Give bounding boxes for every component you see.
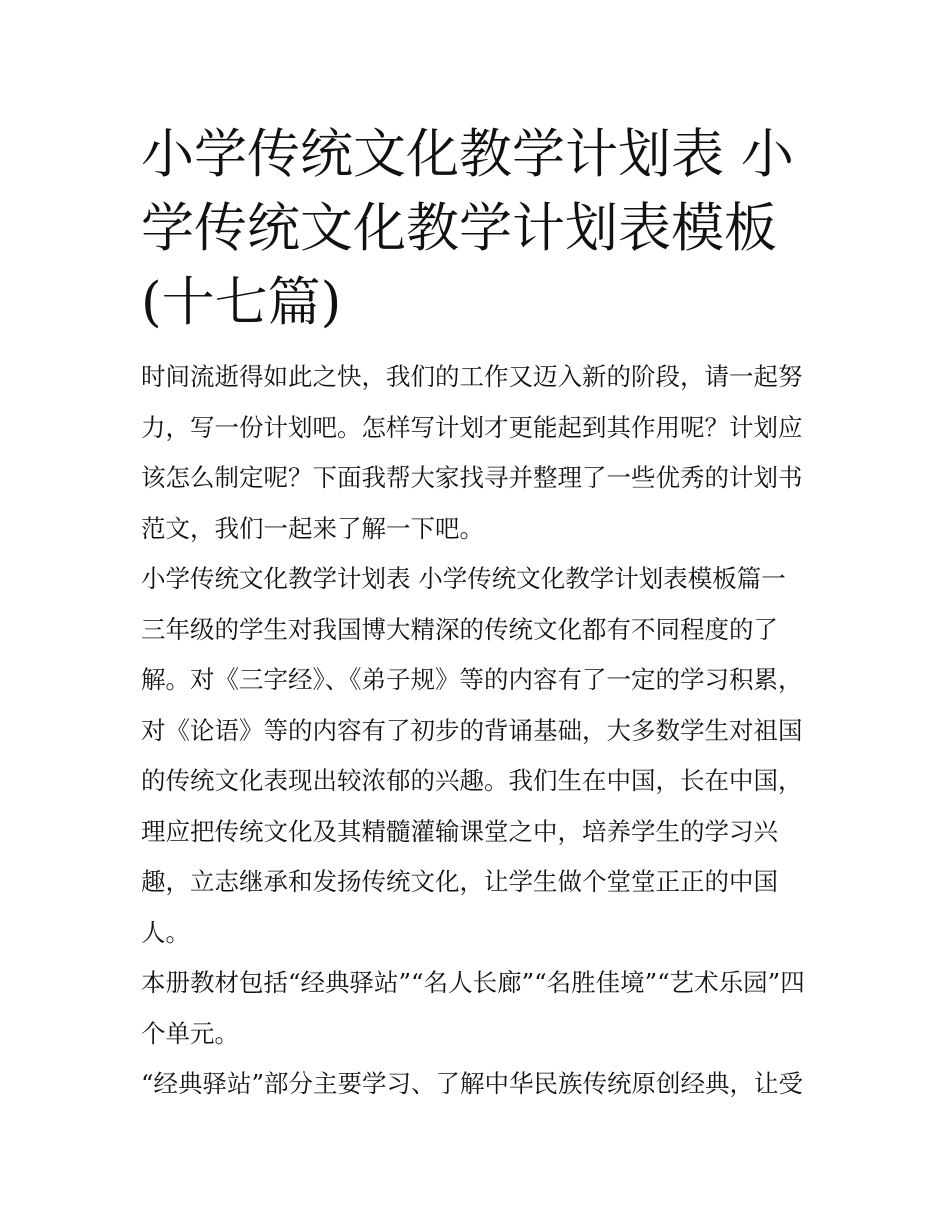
intro-paragraph: 时间流逝得如此之快，我们的工作又迈入新的阶段，请一起努力，写一份计划吧。怎样写计划才更能起到其作用呢？计划应该怎么制定呢？下面我帮大家找寻并整理了一些优秀的计划书范文，我们一起来了解一下吧。 [141, 362, 803, 543]
body-paragraph: 三年级的学生对我国博大精深的传统文化都有不同程度的了解。对《三字经》、《弟子规》等的内容有了一定的学习积累，对《论语》等的内容有了初步的背诵基础，大多数学生对祖国的传统文化表现出较浓郁的兴趣。我们生在中国，长在中国，理应把传统文化及其精髓灌输课堂之中，培养学生的学习兴趣，立志继承和发扬传统文化，让学生做个堂堂正正的中国人。 [141, 614, 803, 947]
body-paragraph: “经典驿站”部分主要学习、了解中华民族传统原创经典，让受 [141, 1069, 804, 1098]
body-paragraph: 本册教材包括“经典驿站”“名人长廊”“名胜佳境”“艺术乐园”四个单元。 [141, 968, 805, 1048]
document-body [141, 352, 821, 1110]
document-title: 小学传统文化教学计划表 小学传统文化教学计划表模板(十七篇) [141, 124, 794, 333]
section-heading: 小学传统文化教学计划表 小学传统文化教学计划表模板篇一 [141, 564, 786, 593]
